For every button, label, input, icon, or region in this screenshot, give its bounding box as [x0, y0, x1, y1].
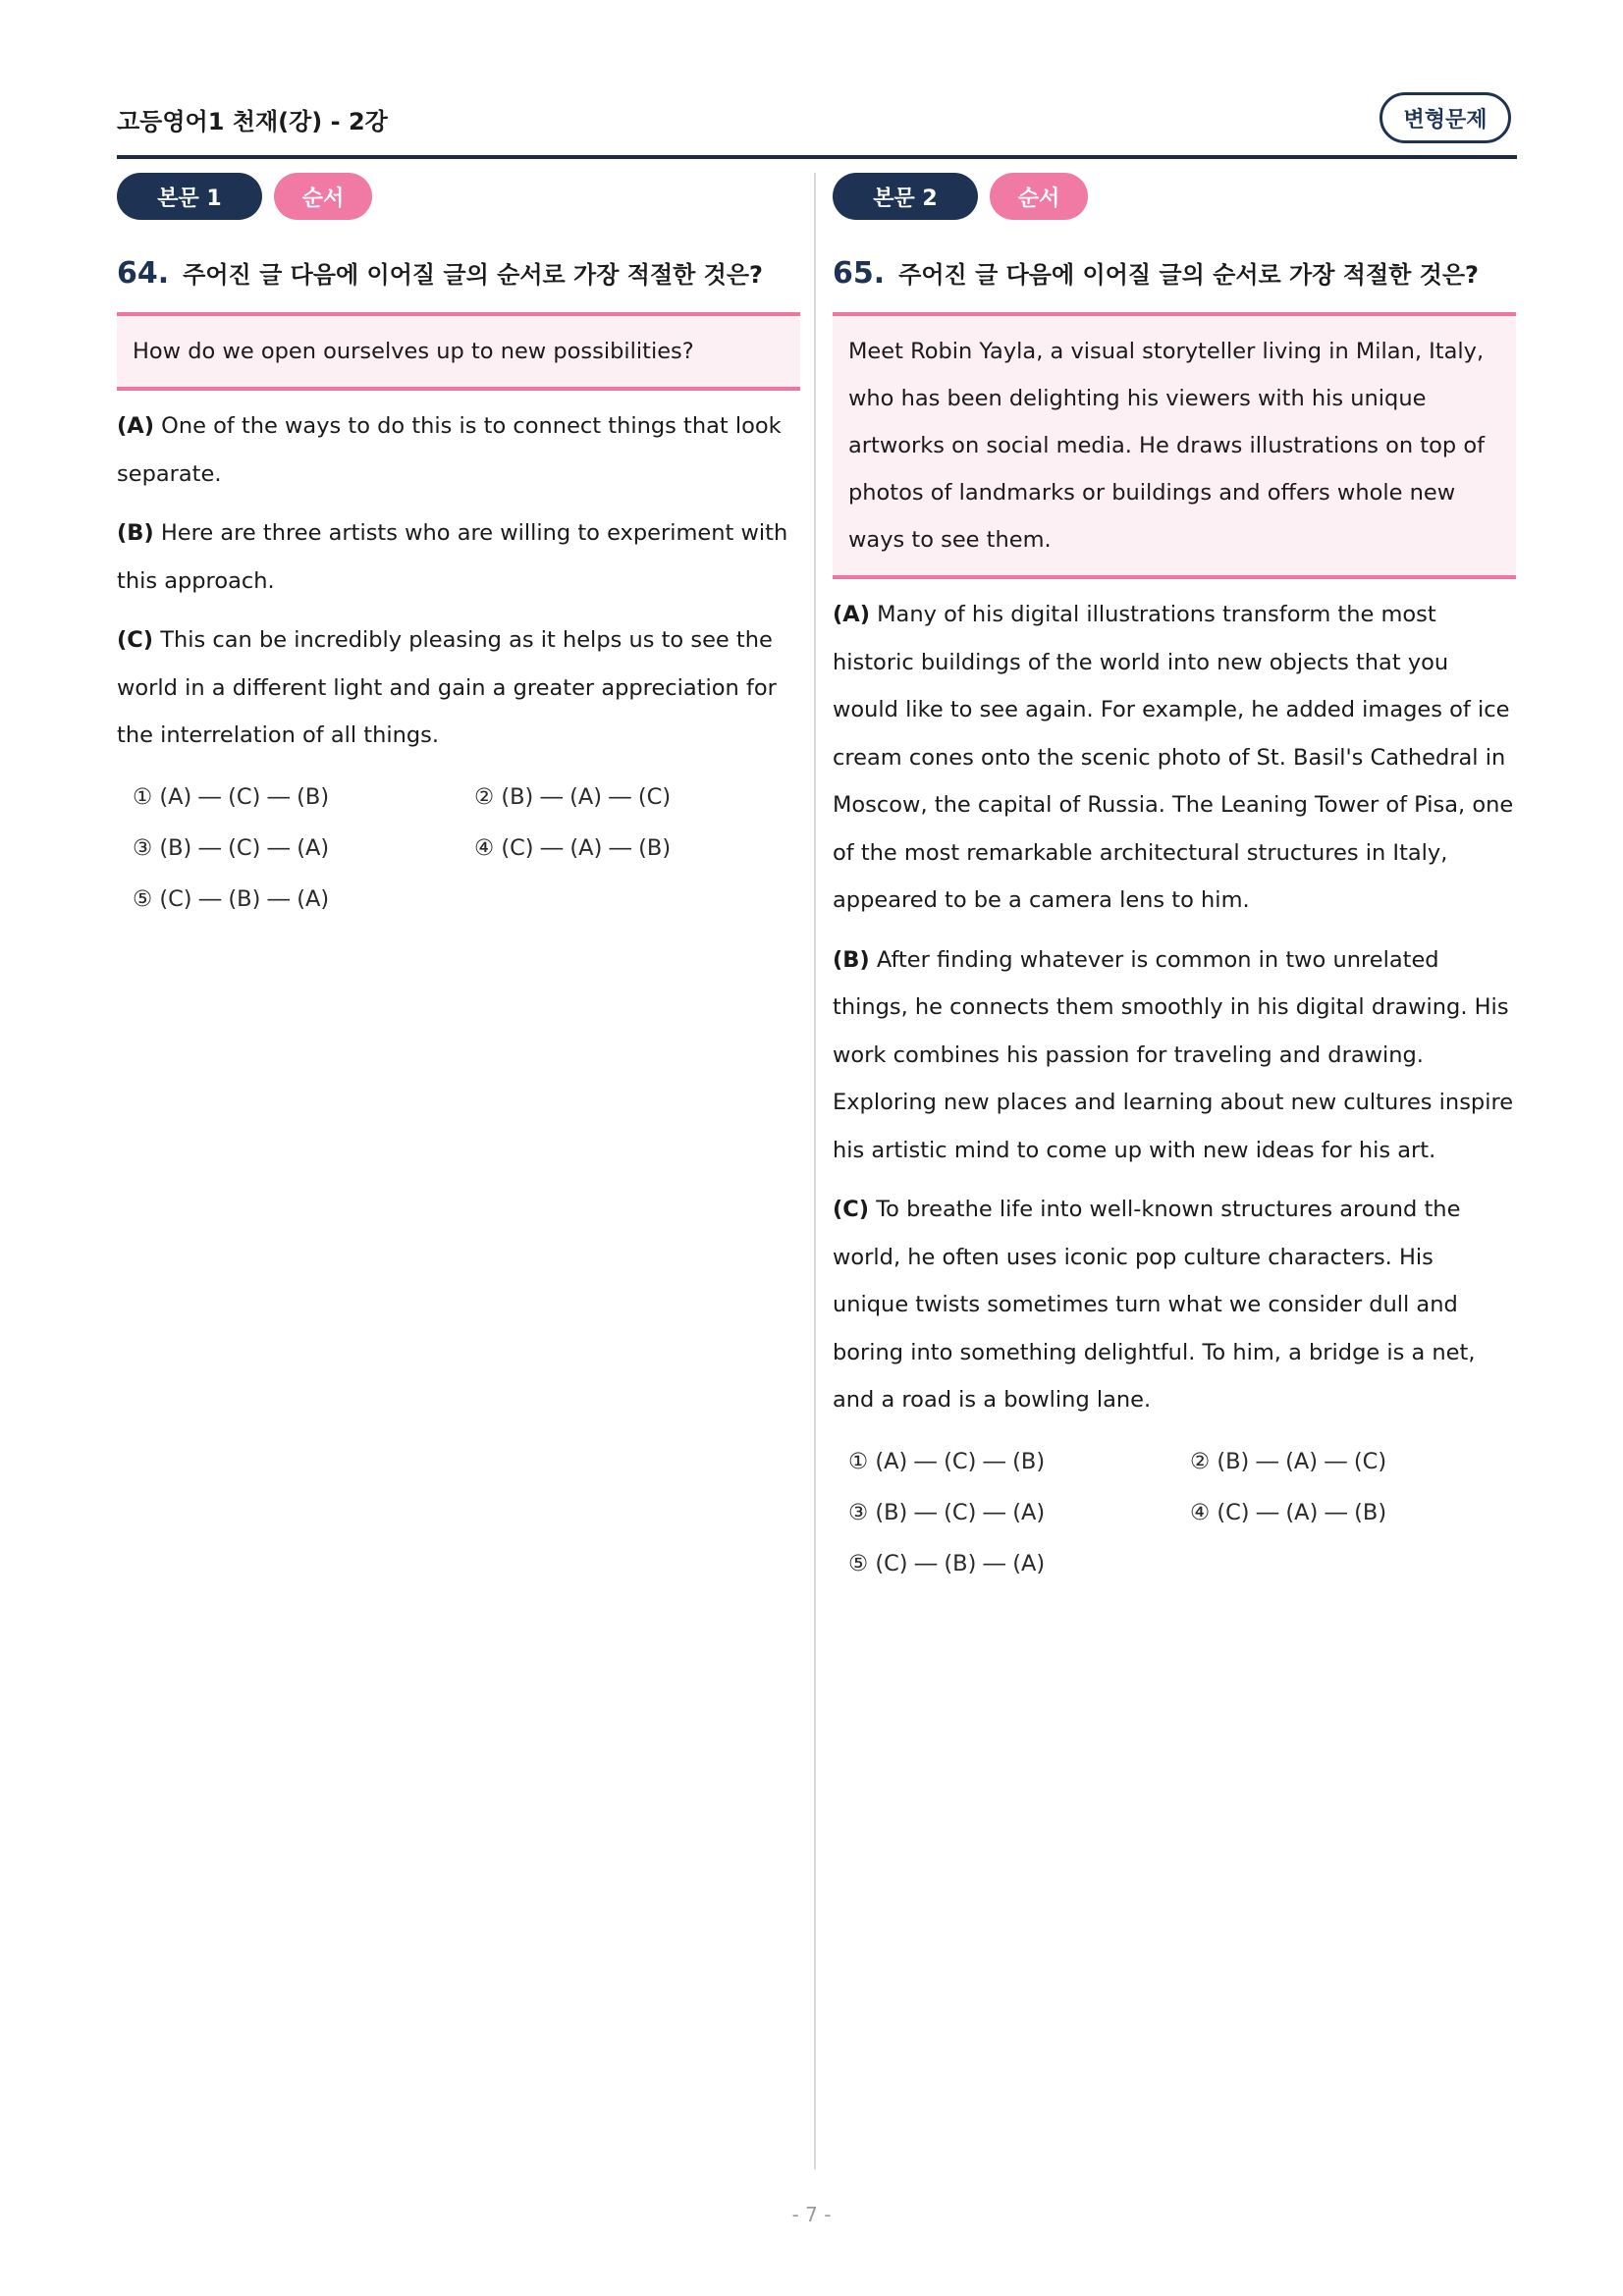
- question-number: 65.: [833, 256, 886, 291]
- passage-label-badge: 본문 1: [117, 173, 262, 220]
- header-divider: [117, 155, 1517, 159]
- choice-1[interactable]: ① (A) ― (C) ― (B): [133, 783, 330, 810]
- page-header-title: 고등영어1 천재(강) - 2강: [117, 108, 388, 135]
- passage-label-badge: 본문 2: [833, 173, 978, 220]
- paragraph-label: (C): [833, 1197, 870, 1222]
- question-prompt: [833, 255, 1516, 291]
- question-type-badge: 순서: [990, 173, 1088, 220]
- choice-4[interactable]: ④ (C) ― (A) ― (B): [474, 834, 672, 861]
- question-text: 주어진 글 다음에 이어질 글의 순서로 가장 적절한 것은?: [898, 261, 1479, 289]
- paragraph-c: [117, 616, 800, 760]
- given-passage-box: How do we open ourselves up to new possibilities?: [117, 312, 800, 391]
- paragraph-text: One of the ways to do this is to connect things that look separate.: [117, 413, 782, 487]
- page-number: - 7 -: [791, 2203, 832, 2226]
- given-passage-box: Meet Robin Yayla, a visual storyteller living in Milan, Italy, who has been delighting his viewers with his unique artworks on social media. He draws illustrations on top of photos of landmarks or buildings and offers whole new ways to see them.: [833, 312, 1516, 579]
- choice-5[interactable]: ⑤ (C) ― (B) ― (A): [133, 885, 330, 912]
- choice-5[interactable]: ⑤ (C) ― (B) ― (A): [848, 1550, 1046, 1576]
- paragraph-text: Many of his digital illustrations transform the most historic buildings of the world into new objects that you would like to see again. For example, he added images of ice cream cones onto the scenic photo of St. Basil's Cathedral in Moscow, the capital of Russia. The Leaning Tower of Pisa, one of the most remarkable architectural structures in Italy, appeared to be a camera lens to him.: [833, 602, 1514, 913]
- choice-2[interactable]: ② (B) ― (A) ― (C): [474, 783, 672, 810]
- paragraph-b: [833, 936, 1516, 1175]
- question-type-badge: 순서: [274, 173, 372, 220]
- paragraph-text: After finding whatever is common in two unrelated things, he connects them smoothly in his digital drawing. His work combines his passion for traveling and drawing. Exploring new places and learning about new cultures inspire his artistic mind to come up with new ideas for his art.: [833, 946, 1514, 1163]
- choice-1[interactable]: ① (A) ― (C) ― (B): [848, 1448, 1046, 1474]
- choice-4[interactable]: ④ (C) ― (A) ― (B): [1190, 1499, 1387, 1525]
- paragraph-label: (A): [117, 413, 154, 439]
- paragraph-label: (B): [833, 946, 870, 973]
- question-prompt: [117, 255, 800, 291]
- paragraph-label: (C): [117, 627, 154, 653]
- choice-2[interactable]: ② (B) ― (A) ― (C): [1190, 1448, 1387, 1474]
- question-number: 64.: [117, 256, 170, 291]
- paragraph-label: (A): [833, 602, 870, 627]
- question-text: 주어진 글 다음에 이어질 글의 순서로 가장 적절한 것은?: [183, 261, 763, 289]
- answer-choices: [833, 1438, 1516, 1587]
- paragraph-text: Here are three artists who are willing to experiment with this approach.: [117, 520, 788, 594]
- paragraph-a: [117, 402, 800, 498]
- choice-3[interactable]: ③ (B) ― (C) ― (A): [133, 834, 330, 861]
- paragraph-b: [117, 509, 800, 605]
- paragraph-label: (B): [117, 520, 154, 546]
- question-tags: [833, 173, 1516, 220]
- question-65-column: [833, 173, 1516, 1587]
- column-divider: [814, 173, 816, 2169]
- choice-3[interactable]: ③ (B) ― (C) ― (A): [848, 1499, 1046, 1525]
- answer-choices: [117, 774, 800, 923]
- question-tags: [117, 173, 800, 220]
- paragraph-a: [833, 591, 1516, 925]
- paragraph-text: To breathe life into well-known structures around the world, he often uses iconic pop culture characters. His unique twists sometimes turn what we consider dull and boring into something delightful. To him, a bridge is a net, and a road is a bowling lane.: [833, 1197, 1476, 1413]
- variant-problem-badge: 변형문제: [1380, 92, 1511, 143]
- question-64-column: [117, 173, 800, 923]
- paragraph-c: [833, 1186, 1516, 1424]
- paragraph-text: This can be incredibly pleasing as it helps us to see the world in a different light and gain a greater appreciation for the interrelation of all things.: [117, 627, 777, 748]
